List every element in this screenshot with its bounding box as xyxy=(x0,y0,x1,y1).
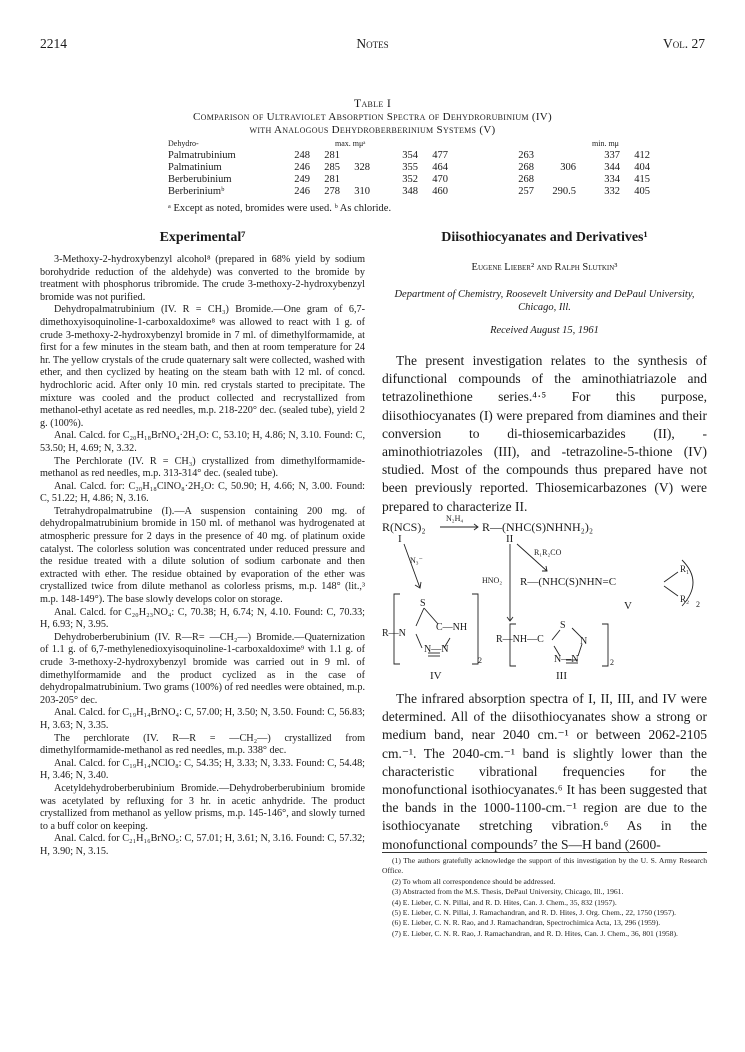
table-col-dehydro: Dehydro- xyxy=(168,139,199,148)
reaction-scheme: R(NCS)₂ N₂H₄ R—(NHC(S)NHNH₂)₂ I II N₃⁻ R₁R₂CO HNO₂ R—(NHC(S)NHN=C R₁ R₂ 2 V S C—NH R—N N—N 2 IV S R—NH—C N N—N 2 III xyxy=(382,516,707,686)
paragraph: Anal. Calcd. for C₂₁H₁₆BrNO₅: C, 57.01; H, 3.61; N, 3.16. Found: C, 57.32; H, 3.90; N, 3.15. xyxy=(40,833,365,857)
table-caption-line1: Comparison of Ultraviolet Absorption Spectra of Dehydrorubinium (IV) xyxy=(192,111,552,123)
paragraph: Anal. Calcd. for C₂₀H₁₈BrNO₄·2H₂O: C, 53.10; H, 4.86; N, 3.10. Found: C, 53.50; H, 4.69; N, 3.32. xyxy=(40,430,365,454)
table-row: Berberubinium 249 281 352 470 268 334 415 xyxy=(168,174,650,185)
paragraph: Tetrahydropalmatrubine (I).—A suspension containing 200 mg. of dehydropalmatrubinium bromide in 150 ml. of methanol was hydrogenated at atmospheric pressure for 2 days in the presence of 40 mg. of platinum oxide catalyst. The colorless solution was concentrated under reduced pressure and the residue treated with a dilute solution of sodium carbonate and then extracted with ether. The residue obtained by evaporation of the ether was crystallized twice from dilute methanol as colorless prisms, m.p. 148° (lit.,³ m.p. 148-149°). The base slowly develops color on storage. xyxy=(40,505,365,606)
reagent-nitrous-acid: HNO₂ xyxy=(482,576,503,585)
substituent-r1: R₁ xyxy=(680,564,690,574)
experimental-heading: Experimental⁷ xyxy=(159,230,246,245)
subscript-2: 2 xyxy=(696,600,700,609)
table-row: Berberiniumᵇ 246 278 310 348 460 257 290.5 332 405 xyxy=(168,186,650,197)
paragraph: Dehydropalmatrubinium (IV. R = CH₃) Bromide.—One gram of 6,7-dimethoxyisoquinoline-1-carboxaldoxime⁸ was allowed to react with 1 g. of crude 3-methoxy-2-hydroxybenzyl bromide in 7 ml. of dimethylformamide, at first for a few minutes in the steam bath, and then at room temperature for 24 hr. The yellow crystals of the crude quaternary salt were collected, washed with ether, and then cyclized by heating on the steam bath with 12 ml. of concd. hydrochloric acid. After only 10 min. red crystals started to precipitate. The mixture was cooled and the product collected and recrystallized from methanol-ethyl acetate as red needles, m.p. 218-220° dec. (sealed tube), yield 2 g. (100%). xyxy=(40,304,365,429)
article-affiliation: Department of Chemistry, Roosevelt University and DePaul University, Chicago, Ill. xyxy=(394,289,695,313)
paragraph: Anal. Calcd. for C₁₉H₁₄BrNO₄: C, 57.00; H, 3.50; N, 3.50. Found: C, 56.83; H, 3.63; N, 3.35. xyxy=(40,707,365,731)
label-v: V xyxy=(624,600,632,612)
footnote: (4) E. Lieber, C. N. Pillai, and R. D. Hites, Can. J. Chem., 35, 832 (1957). xyxy=(392,897,617,907)
article-title: Diisothiocyanates and Derivatives¹ xyxy=(441,230,648,245)
footnote: (5) E. Lieber, C. N. Pillai, J. Ramachandran, and R. D. Hites, J. Org. Chem., 22, 1750 (1957). xyxy=(392,908,677,918)
iii-subscript: 2 xyxy=(610,658,614,667)
footnote: (6) E. Lieber, C. N. R. Rao, and J. Ramachandran, Spectrochimica Acta, 13, 296 (1959). xyxy=(392,918,661,928)
footnote: (3) Abstracted from the M.S. Thesis, DePaul University, Chicago, Ill., 1961. xyxy=(392,887,624,897)
compound-v-formula: R—(NHC(S)NHN=C xyxy=(520,576,617,588)
experimental-body xyxy=(40,254,365,859)
label-iv: IV xyxy=(430,670,442,682)
label-iii: III xyxy=(556,670,567,682)
table-footnote: ᵃ Except as noted, bromides were used. ᵇ As chloride. xyxy=(168,203,392,214)
paragraph: Acetyldehydroberberubinium Bromide.—Dehydroberberubinium bromide was acetylated by refluxing for 3 hr. in acetic anhydride. The product crystallized from methanol as yellow prisms, m.p. 145-146°, and slowly turned to a buff color on keeping. xyxy=(40,782,365,832)
running-head: Notes xyxy=(356,36,389,51)
received-date: Received August 15, 1961 xyxy=(490,325,599,336)
intro-paragraph: The present investigation relates to the synthesis of difunctional compounds of the aminothiatriazole and tetrazolinethione series.⁴·⁵ For this purpose, diisothiocyanates (I) were prepared from diamines and their conversion to di-thiosemicarbazides (II), -aminothiotriazoles (III), and -tetrazoline-5-thione (IV) studied. Most of the compounds thus prepared have not been previously reported. Thiosemicarbazones (V) were prepared to characterize II. xyxy=(382,353,707,514)
page-number: 2214 xyxy=(40,36,67,51)
paragraph: Anal. Calcd. for C₂₀H₂₃NO₄: C, 70.38; H, 6.74; N, 4.10. Found: C, 70.33; H, 6.93; N, 3.95. xyxy=(40,606,365,631)
paragraph: Dehydroberberubinium (IV. R—R= —CH₂—) Bromide.—Quaternization of 1.1 g. of 6,7-methylenedioxyisoquinoline-1-carboxaldoxime⁹ with 1.1 g. of crude 3-methoxy-2-hydroxybenzyl bromide was carried out in 9 ml. of dimethylformamide and the product cyclized as in the case of dehydropalmatrubinium. Two grams (100%) of red needles were obtained, m.p. 203-205° dec. xyxy=(40,631,365,706)
reagent-ketone: R₁R₂CO xyxy=(534,548,562,557)
footnote-rule xyxy=(382,852,707,853)
label-i: I xyxy=(398,533,402,545)
compound-i-formula: R(NCS)₂ xyxy=(382,520,426,534)
paragraph: The Perchlorate (IV. R = CH₃) crystallized from dimethylformamide-methanol as red needles, m.p. 313-314° dec. (sealed tube). xyxy=(40,455,365,480)
paragraph: Anal. Calcd. for: C₂₀H₁₈ClNO₈·2H₂O: C, 50.90; H, 4.66; N, 3.00. Found: C, 51.22; H, 4.86; N, 3.16. xyxy=(40,480,365,505)
footnote: (7) E. Lieber, C. N. R. Rao, J. Ramachandran, and R. D. Hites, Can. J. Chem., 36, 801 (1958). xyxy=(392,928,678,938)
reagent-hydrazine: N₂H₄ xyxy=(446,514,464,523)
label-ii: II xyxy=(506,533,514,545)
footnote: (1) The authors gratefully acknowledge the support of this investigation by the U. S. Army Research Office. xyxy=(382,856,707,876)
footnotes xyxy=(382,856,707,939)
ir-paragraph: The infrared absorption spectra of I, II, III, and IV were determined. All of the diisothiocyanates show a strong or medium band, near 2040 cm.⁻¹ or between 2062-2105 cm.⁻¹. The 2040-cm.⁻¹ band is slightly lower than the characteristic vibrational frequencies for the monofunctional isothiocyanates.⁶ It has been suggested that the bands in the 1000-1100-cm.⁻¹ region are due to the isothiocyanate stretching vibration.⁶ As in the monofunctional compounds⁷ the S—H band (2600- xyxy=(382,691,707,852)
table-col-max: max. mμᵃ xyxy=(335,139,366,148)
paragraph: Anal. Calcd. for C₁₉H₁₄NClO₈: C, 54.35; H, 3.33; N, 3.33. Found: C, 54.48; H, 3.46; N, 3.40. xyxy=(40,757,365,782)
article-authors: Eugene Lieber² and Ralph Slutkin³ xyxy=(471,262,618,273)
table-col-min: min. mμ xyxy=(592,139,619,148)
reagent-azide: N₃⁻ xyxy=(410,556,423,565)
iv-subscript: 2 xyxy=(478,656,482,665)
compound-ii-formula: R—(NHC(S)NHNH₂)₂ xyxy=(482,520,594,534)
paragraph: The perchlorate (IV. R—R = —CH₂—) crystallized from dimethylformamide-methanol as red needles, m.p. 338° dec. xyxy=(40,732,365,757)
spectra-table xyxy=(168,150,655,198)
table-caption-line2: with Analogous Dehydroberberinium Systems (V) xyxy=(249,124,496,136)
footnote: (2) To whom all correspondence should be addressed. xyxy=(392,876,556,886)
paragraph: 3-Methoxy-2-hydroxybenzyl alcohol⁸ (prepared in 68% yield by sodium borohydride reduction of the aldehyde) was converted to the bromide by treatment with phosphorus tribromide. The crude 3-methoxy-2-hydroxybenzyl bromide was not purified. xyxy=(40,254,365,303)
substituent-r2: R₂ xyxy=(680,594,690,604)
table-label: Table I xyxy=(353,96,392,110)
table-row: Palmatrubinium 248 281 354 477 263 337 412 xyxy=(168,150,650,161)
table-row: Palmatinium 246 285 328 355 464 268 306 344 404 xyxy=(168,162,650,173)
volume-label: Vol. 27 xyxy=(663,36,705,51)
scheme-drawing xyxy=(382,516,707,686)
